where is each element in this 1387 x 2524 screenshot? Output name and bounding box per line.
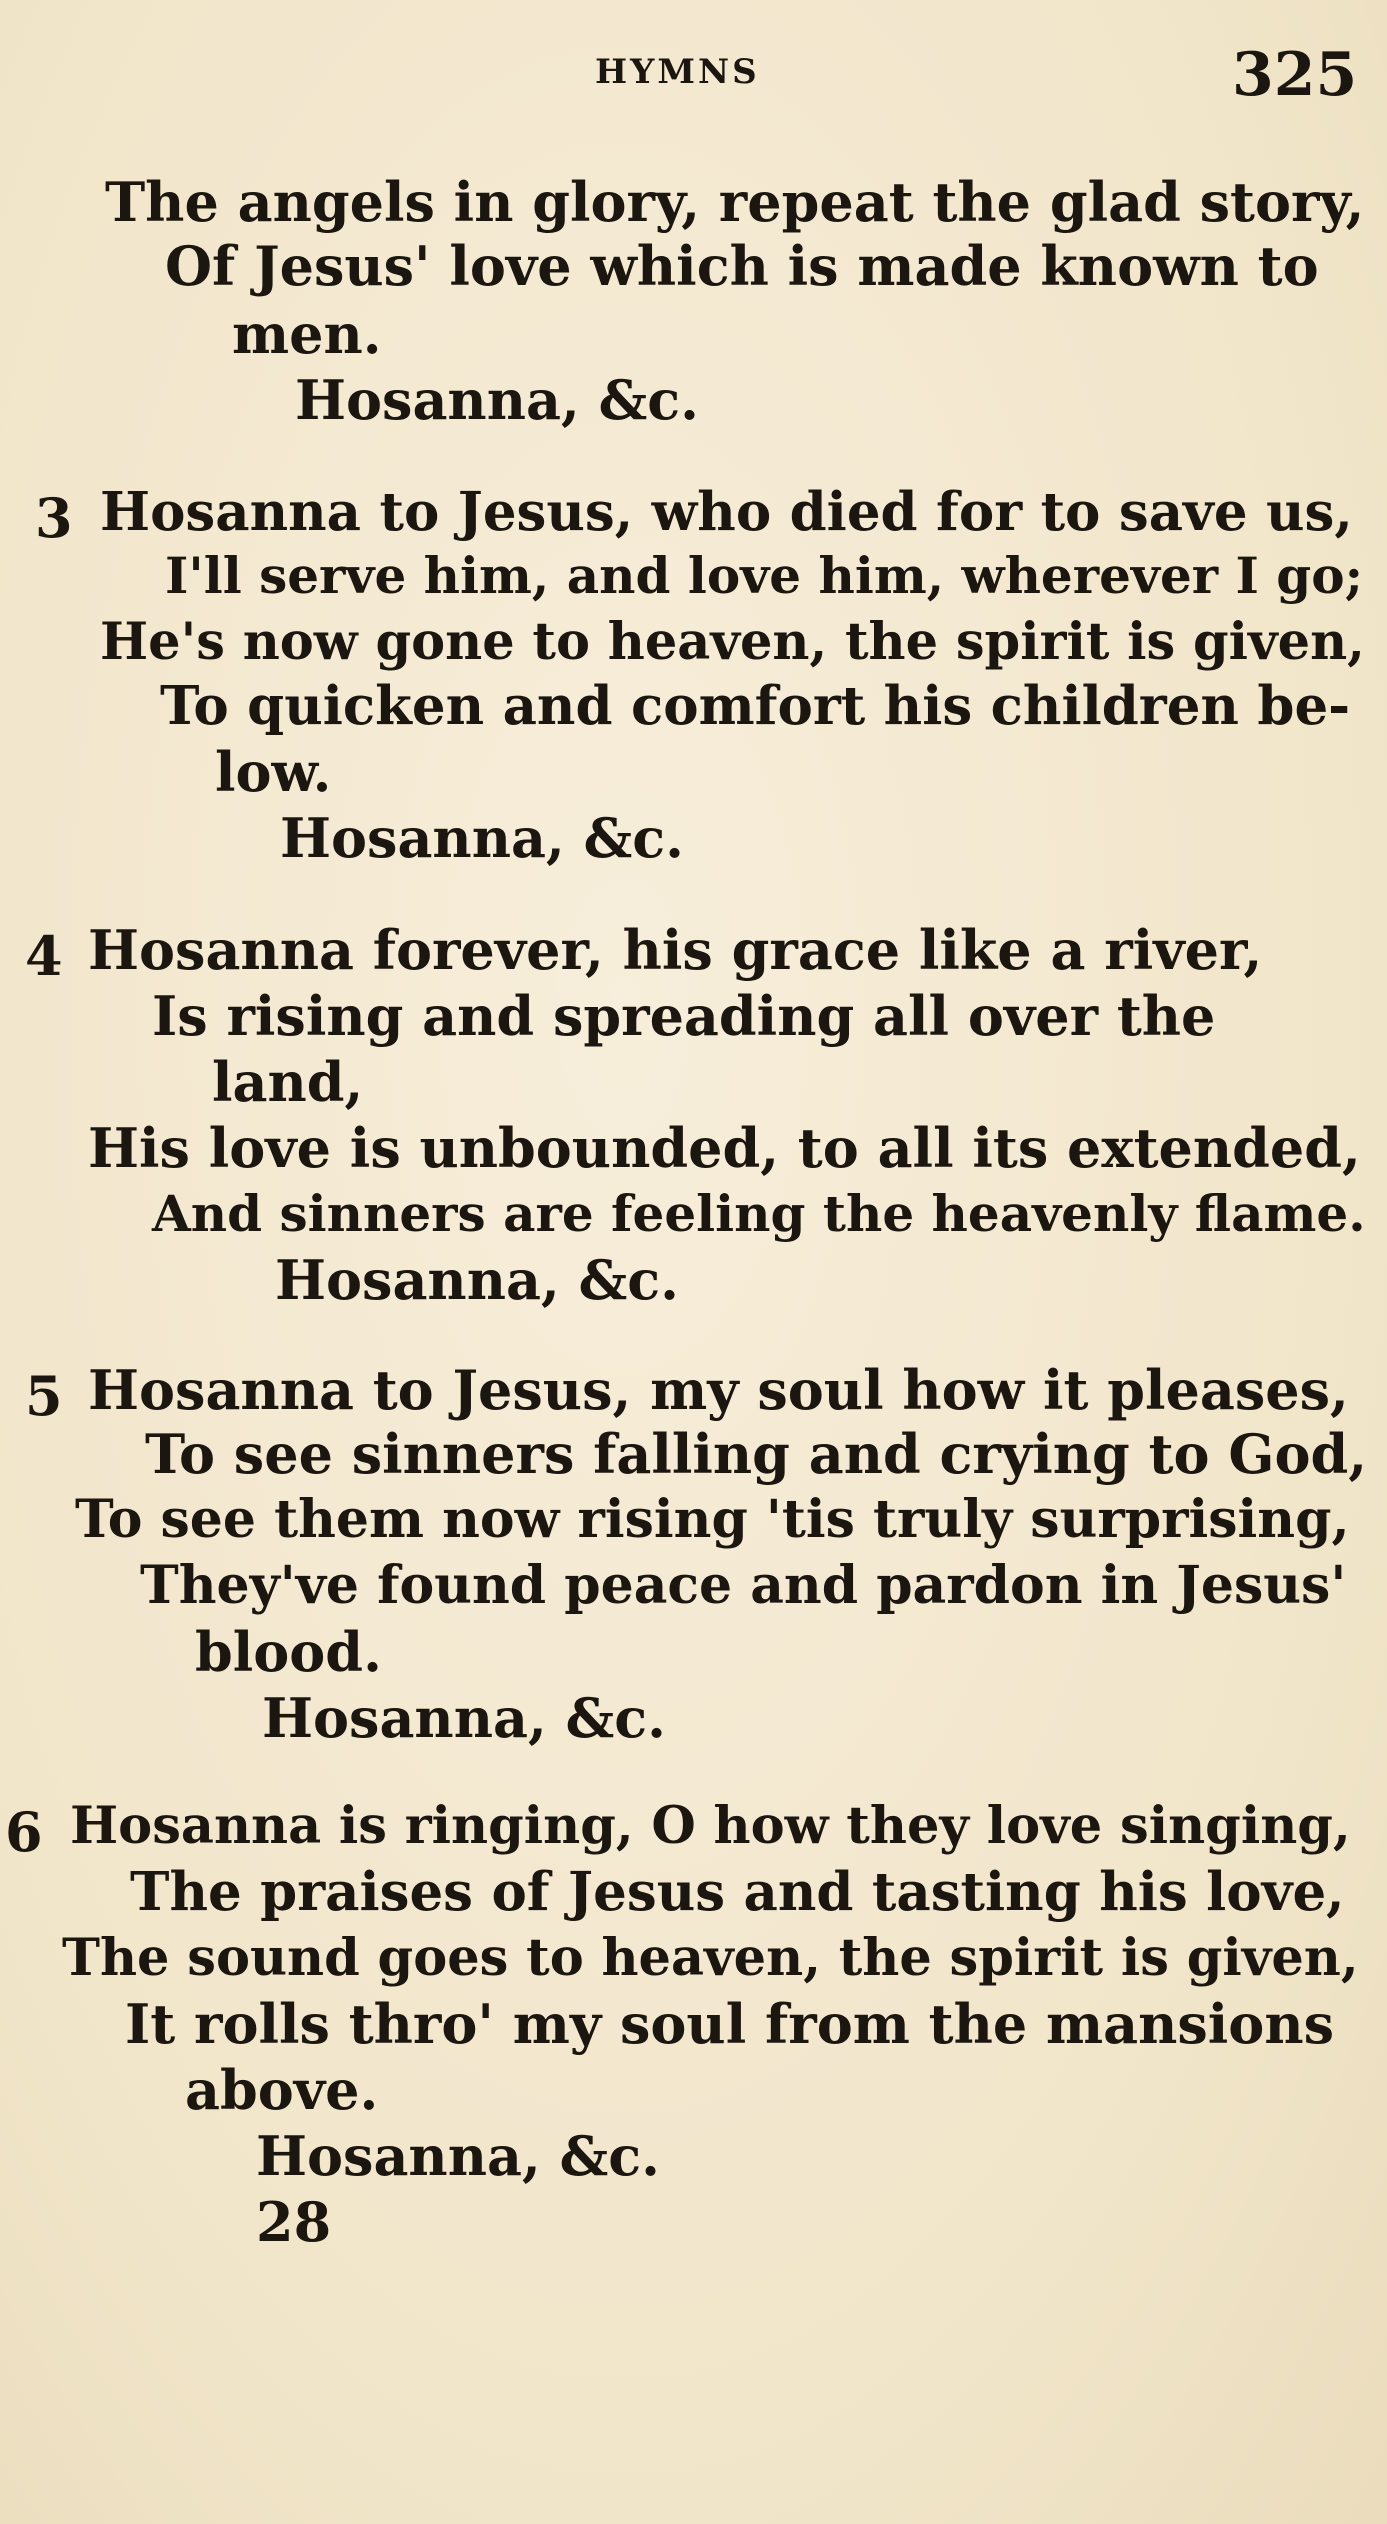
verse-line: He's now gone to heaven, the spirit is given, bbox=[100, 612, 1365, 672]
verse-line: blood. bbox=[195, 1620, 382, 1684]
verse-refrain: Hosanna, &c. bbox=[295, 368, 699, 432]
verse-refrain: Hosanna, &c. bbox=[262, 1686, 666, 1750]
verse-number: 4 bbox=[25, 924, 63, 988]
verse-line: They've found peace and pardon in Jesus' bbox=[140, 1555, 1347, 1616]
verse-line: To quicken and comfort his children be- bbox=[160, 675, 1351, 737]
verse-line: Hosanna to Jesus, my soul how it pleases, bbox=[88, 1358, 1349, 1422]
verse-number: 6 bbox=[5, 1800, 43, 1864]
signature-mark: 28 bbox=[256, 2190, 332, 2254]
verse-line: Hosanna to Jesus, who died for to save us, bbox=[100, 481, 1353, 543]
verse-line: Of Jesus' love which is made known to bbox=[165, 234, 1319, 298]
verse-refrain: Hosanna, &c. bbox=[280, 806, 684, 870]
verse-line: The praises of Jesus and tasting his love, bbox=[130, 1861, 1345, 1923]
verse-refrain: Hosanna, &c. bbox=[275, 1248, 679, 1312]
verse-line: To see them now rising 'tis truly surprising, bbox=[75, 1489, 1350, 1550]
verse-line: low. bbox=[215, 740, 332, 804]
page-number: 325 bbox=[1232, 40, 1358, 110]
verse-line: above. bbox=[185, 2058, 379, 2122]
verse-line: I'll serve him, and love him, wherever I go; bbox=[165, 546, 1364, 605]
verse-line: To see sinners falling and crying to God, bbox=[145, 1422, 1368, 1486]
verse-line: His love is unbounded, to all its extended, bbox=[88, 1116, 1361, 1180]
verse-line: Is rising and spreading all over the bbox=[152, 984, 1216, 1048]
verse-line: The sound goes to heaven, the spirit is given, bbox=[62, 1928, 1359, 1988]
verse-refrain: Hosanna, &c. bbox=[256, 2124, 660, 2188]
verse-line: men. bbox=[232, 302, 382, 366]
verse-line: The angels in glory, repeat the glad story, bbox=[105, 170, 1365, 234]
running-header: HYMNS bbox=[595, 52, 760, 92]
verse-line: And sinners are feeling the heavenly flame. bbox=[152, 1184, 1366, 1243]
verse-number: 5 bbox=[25, 1364, 63, 1428]
verse-line: Hosanna forever, his grace like a river, bbox=[88, 918, 1263, 982]
verse-line: It rolls thro' my soul from the mansions bbox=[125, 1992, 1334, 2056]
verse-line: land, bbox=[212, 1050, 364, 1114]
verse-number: 3 bbox=[35, 486, 73, 550]
verse-line: Hosanna is ringing, O how they love singing, bbox=[70, 1796, 1351, 1856]
